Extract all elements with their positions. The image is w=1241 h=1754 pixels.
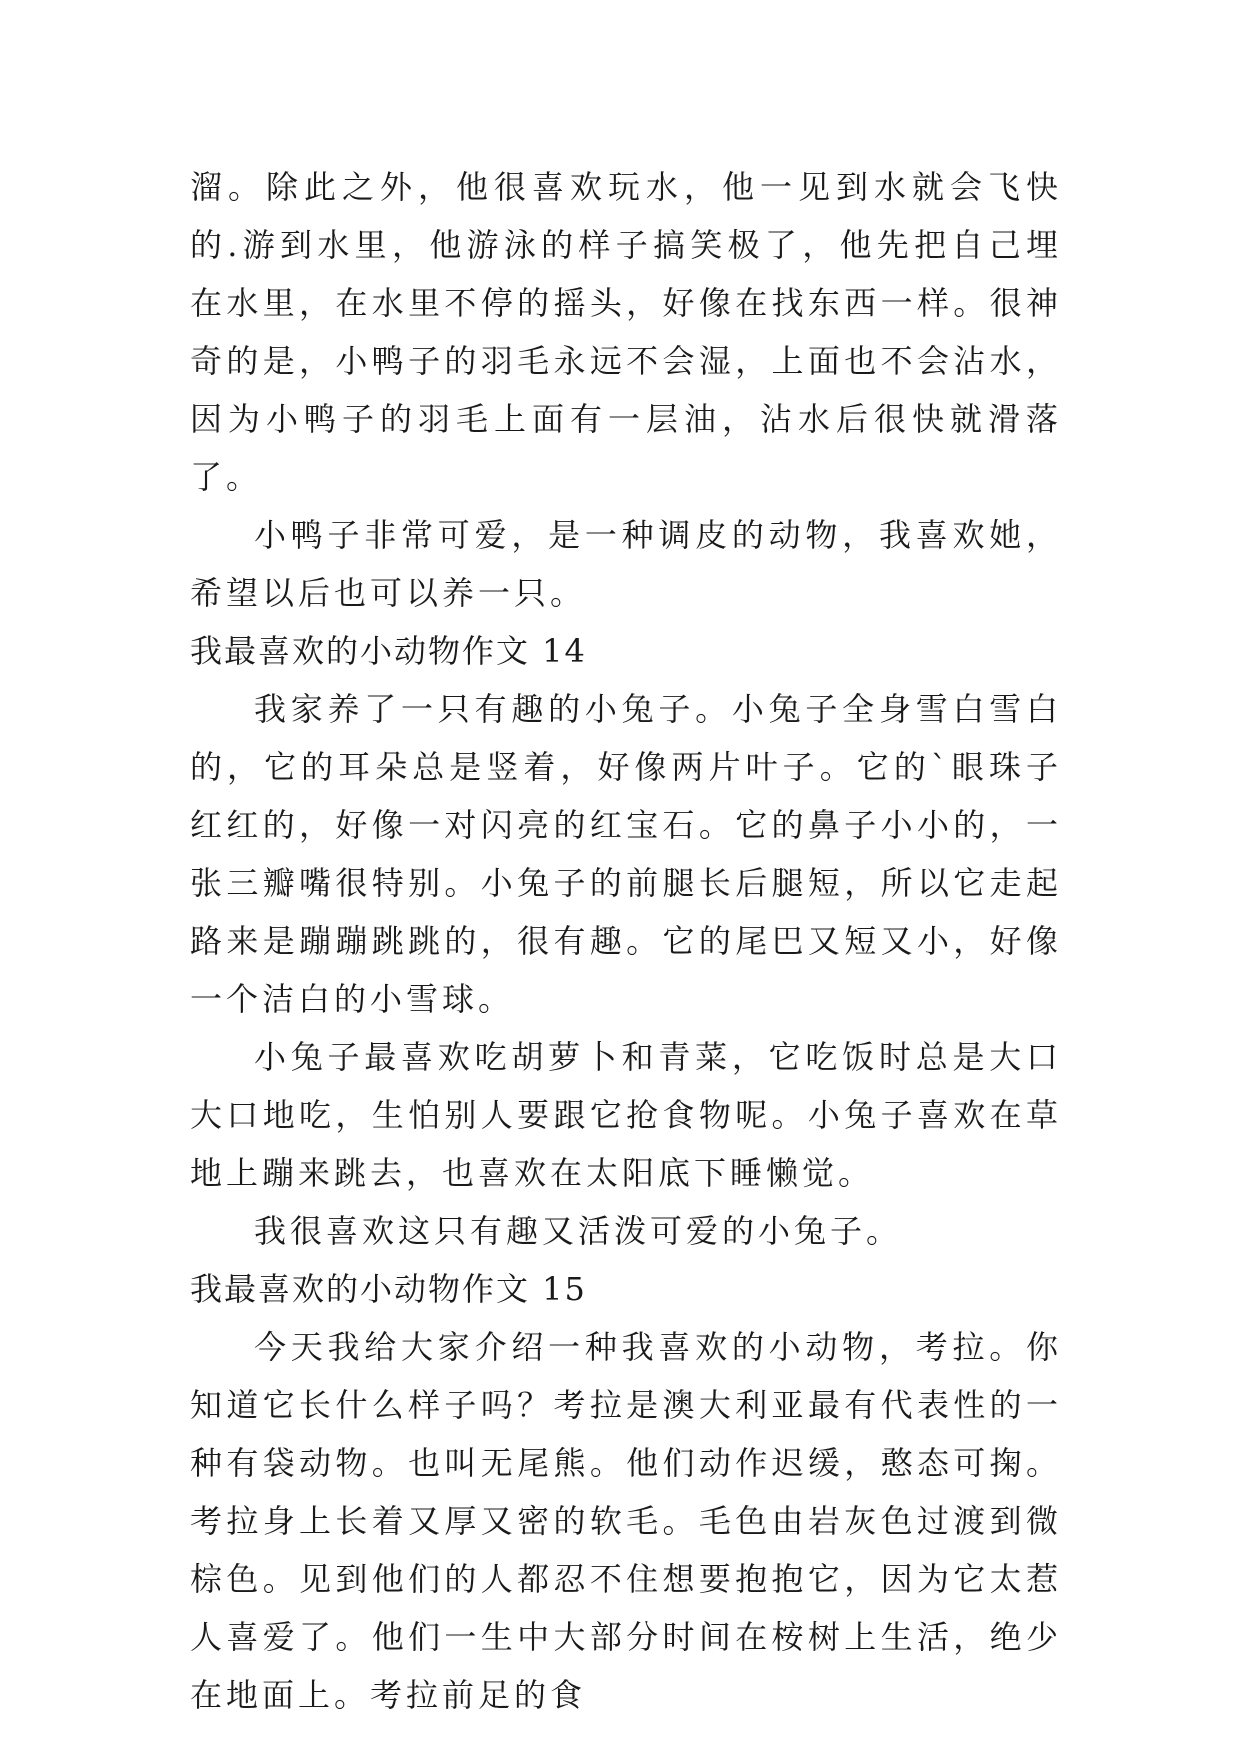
paragraph-koala-intro: 今天我给大家介绍一种我喜欢的小动物，考拉。你知道它长什么样子吗？考拉是澳大利亚最有代表性的一种有袋动物。也叫无尾熊。他们动作迟缓，憨态可掬。考拉身上长着又厚又密的软毛。毛色由岩灰色过渡到微棕色。见到他们的人都忍不住想要抱抱它，因为它太惹人喜爱了。他们一生中大部分时间在桉树上生活，绝少在地面上。考拉前足的食	[190, 1328, 1062, 1714]
paragraph-rabbit-habits: 小兔子最喜欢吃胡萝卜和青菜，它吃饭时总是大口大口地吃，生怕别人要跟它抢食物呢。小兔子喜欢在草地上蹦来跳去，也喜欢在太阳底下睡懒觉。	[190, 1038, 1062, 1192]
document-body	[190, 158, 1062, 1724]
paragraph-duck-conclusion: 小鸭子非常可爱，是一种调皮的动物，我喜欢她，希望以后也可以养一只。	[190, 516, 1062, 612]
paragraph-rabbit-appearance: 我家养了一只有趣的小兔子。小兔子全身雪白雪白的，它的耳朵总是竖着，好像两片叶子。它的`眼珠子红红的，好像一对闪亮的红宝石。它的鼻子小小的，一张三瓣嘴很特别。小兔子的前腿长后腿短，所以它走起路来是蹦蹦跳跳的，很有趣。它的尾巴又短又小，好像一个洁白的小雪球。	[190, 690, 1062, 1018]
essay-title-14: 我最喜欢的小动物作文 14	[190, 632, 587, 670]
essay-title-15: 我最喜欢的小动物作文 15	[190, 1270, 587, 1308]
paragraph-rabbit-conclusion: 我很喜欢这只有趣又活泼可爱的小兔子。	[254, 1212, 903, 1250]
paragraph-duck-swimming: 溜。除此之外，他很喜欢玩水，他一见到水就会飞快的.游到水里，他游泳的样子搞笑极了，他先把自己埋在水里，在水里不停的摇头，好像在找东西一样。很神奇的是，小鸭子的羽毛永远不会湿，上面也不会沾水，因为小鸭子的羽毛上面有一层油，沾水后很快就滑落了。	[190, 168, 1062, 496]
